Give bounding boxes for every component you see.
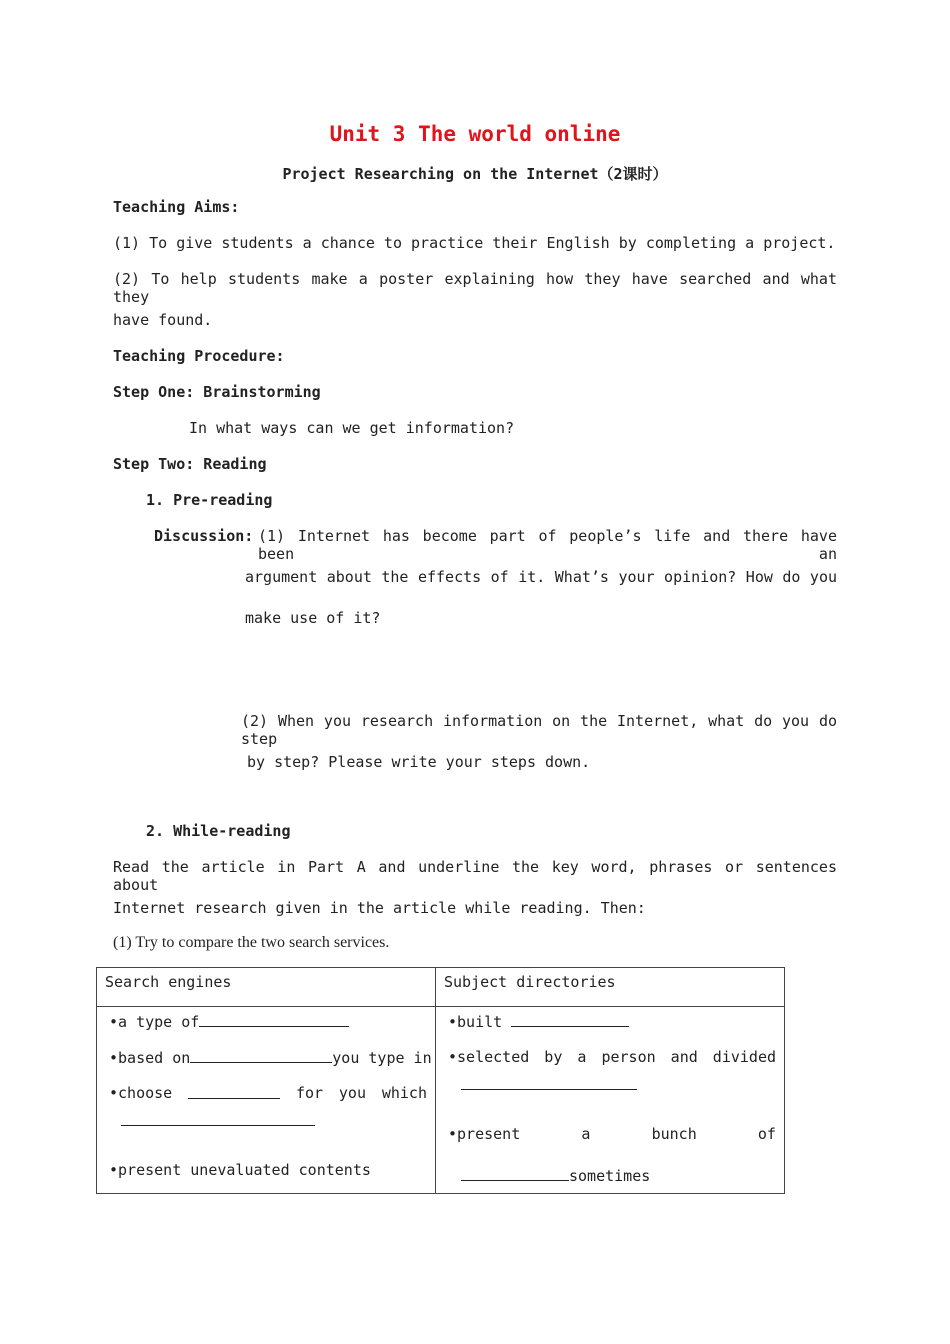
- fill-blank[interactable]: [199, 1012, 349, 1027]
- directory-item-a: •built: [448, 1012, 629, 1031]
- page-subtitle: Project Researching on the Internet（2课时）: [282, 165, 668, 183]
- while-reading-heading: 2. While-reading: [146, 822, 291, 840]
- fill-blank[interactable]: [121, 1125, 315, 1126]
- discussion-label: Discussion:: [154, 527, 254, 545]
- procedure-heading: Teaching Procedure:: [113, 347, 285, 365]
- search-engine-item-a: •a type of: [109, 1012, 349, 1031]
- table-header-subject-directories: [436, 968, 785, 1007]
- search-engine-item-d: •present unevaluated contents: [109, 1161, 371, 1179]
- fill-blank[interactable]: [461, 1089, 637, 1090]
- fill-blank[interactable]: [188, 1084, 280, 1099]
- step-two-heading: Step Two: Reading: [113, 455, 267, 473]
- aims-heading: Teaching Aims:: [113, 198, 240, 216]
- page-title: Unit 3 The world online: [329, 122, 621, 146]
- while-reading-instruction-line2: Internet research given in the article while reading. Then:: [113, 899, 646, 917]
- discussion-q1-line3: make use of it?: [245, 609, 381, 627]
- subject-directories-cell: [436, 1007, 785, 1194]
- directory-item-c: •present a bunch of: [448, 1125, 776, 1143]
- aim-2-continued: have found.: [113, 311, 213, 329]
- search-engine-item-b: •based on you type in: [109, 1049, 432, 1067]
- brainstorm-question: In what ways can we get information?: [189, 419, 515, 437]
- search-engine-item-c: •choose for you which: [109, 1084, 427, 1102]
- header-label: Subject directories: [444, 973, 616, 991]
- fill-blank[interactable]: [461, 1166, 569, 1181]
- fill-blank[interactable]: [190, 1048, 332, 1063]
- directory-item-b: •selected by a person and divided: [448, 1048, 776, 1066]
- discussion-q1-line2: argument about the effects of it. What’s your opinion? How do you: [245, 568, 837, 586]
- discussion-q2-line2: by step? Please write your steps down.: [247, 753, 591, 771]
- search-engines-cell: [97, 1007, 436, 1194]
- header-label: Search engines: [105, 973, 232, 991]
- while-reading-instruction-line1: Read the article in Part A and underline the key word, phrases or sentences about: [113, 858, 837, 894]
- discussion-q1-line1: (1) Internet has become part of people’s life and there have been an: [258, 527, 837, 563]
- task-1-prompt: (1) Try to compare the two search services.: [113, 934, 390, 951]
- directory-item-d: sometimes: [461, 1166, 650, 1185]
- comparison-table: [96, 967, 785, 1194]
- table-header-search-engines: [97, 968, 436, 1007]
- discussion-q2-line1: (2) When you research information on the Internet, what do you do step: [241, 712, 837, 748]
- fill-blank[interactable]: [511, 1012, 629, 1027]
- step-one-heading: Step One: Brainstorming: [113, 383, 321, 401]
- pre-reading-heading: 1. Pre-reading: [146, 491, 273, 509]
- aim-2: (2) To help students make a poster explaining how they have searched and what they: [113, 270, 837, 306]
- aim-1: (1) To give students a chance to practice their English by completing a project.: [113, 234, 836, 252]
